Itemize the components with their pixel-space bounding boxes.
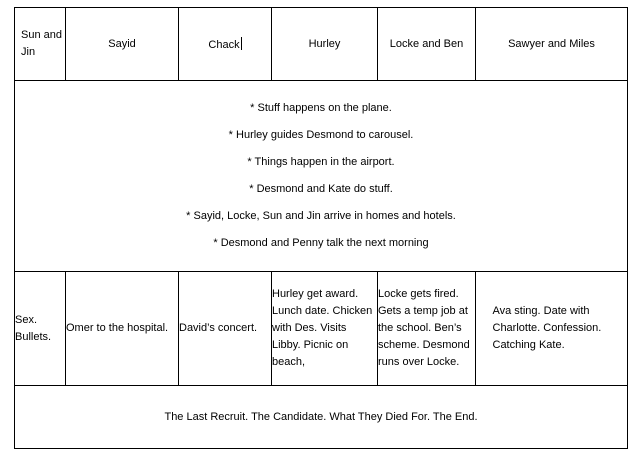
- summary-line: * Sayid, Locke, Sun and Jin arrive in homes and hotels.: [186, 210, 456, 222]
- detail-cell-chack[interactable]: David’s concert.: [179, 272, 272, 386]
- header-row: [15, 8, 628, 81]
- summary-line: * Stuff happens on the plane.: [250, 102, 392, 114]
- detail-cell-sawyer-miles[interactable]: [476, 272, 628, 386]
- detail-cell-hurley[interactable]: Hurley get award. Lunch date. Chicken with Des. Visits Libby. Picnic on beach,: [272, 272, 378, 386]
- summary-line: * Hurley guides Desmond to carousel.: [228, 129, 414, 141]
- text-cursor: [241, 37, 242, 50]
- header-cell-sayid[interactable]: Sayid: [66, 8, 179, 81]
- summary-line: * Things happen in the airport.: [247, 156, 395, 168]
- summary-cell[interactable]: [15, 81, 628, 272]
- summary-line: * Desmond and Kate do stuff.: [249, 183, 393, 195]
- header-cell-sawyer-miles[interactable]: Sawyer and Miles: [476, 8, 628, 81]
- header-cell-hurley[interactable]: Hurley: [272, 8, 378, 81]
- header-cell-chack[interactable]: [179, 8, 272, 81]
- header-cell-sun-jin[interactable]: Sun and Jin: [15, 8, 66, 81]
- header-cell-locke-ben[interactable]: Locke and Ben: [378, 8, 476, 81]
- summary-row: [15, 81, 628, 272]
- document-table[interactable]: [14, 7, 628, 449]
- summary-line: * Desmond and Penny talk the next morning: [213, 237, 429, 249]
- detail-cell-sayid[interactable]: Omer to the hospital.: [66, 272, 179, 386]
- header-cell-chack-text: Chack: [208, 39, 240, 51]
- footer-row: [15, 386, 628, 449]
- detail-cell-sun-jin[interactable]: Sex. Bullets.: [15, 272, 66, 386]
- detail-cell-locke-ben[interactable]: Locke gets fired. Gets a temp job at the school. Ben’s scheme. Desmond runs over Locke.: [378, 272, 476, 386]
- detail-row: [15, 272, 628, 386]
- footer-cell[interactable]: The Last Recruit. The Candidate. What They Died For. The End.: [15, 386, 628, 449]
- detail-cell-sawyer-miles-text: Ava sting. Date with Charlotte. Confession. Catching Kate.: [492, 305, 602, 351]
